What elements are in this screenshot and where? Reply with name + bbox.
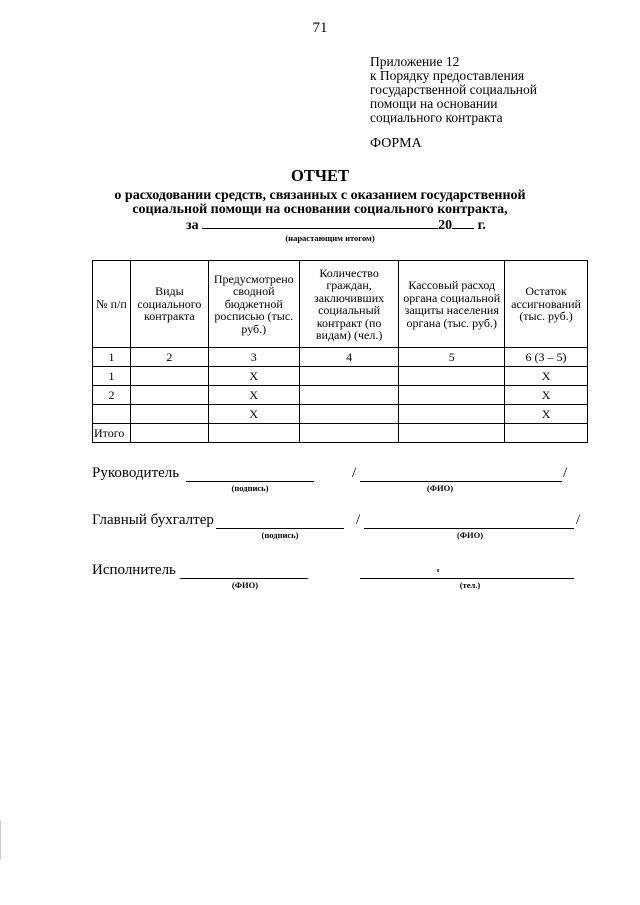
column-number: 4 xyxy=(299,348,399,367)
period-row xyxy=(186,216,486,234)
page-number: 71 xyxy=(312,20,328,36)
scan-artifact xyxy=(437,569,439,572)
table-cell xyxy=(130,424,208,443)
executor-phone-caption: (тел.) xyxy=(459,580,481,590)
subtitle-line: социальной помощи на основании социального контракта, xyxy=(132,202,508,217)
year-blank xyxy=(452,216,474,229)
head-name-line xyxy=(360,481,562,482)
head-name-caption: (ФИО) xyxy=(426,483,454,493)
column-number: 2 xyxy=(130,348,208,367)
period-year-suffix: г. xyxy=(477,218,486,233)
period-note: (нарастающим итогом) xyxy=(285,233,375,243)
accountant-signature-line xyxy=(216,528,344,529)
accountant-signature-caption: (подпись) xyxy=(261,530,299,540)
head-slash-right: / xyxy=(563,465,568,481)
table-cell: 1 xyxy=(93,367,131,386)
head-label: Руководитель xyxy=(92,465,180,481)
executor-name-line xyxy=(180,578,308,579)
table-row xyxy=(93,386,588,405)
table-cell xyxy=(299,424,399,443)
table-cell xyxy=(399,386,505,405)
table-cell xyxy=(93,405,131,424)
appendix-line: помощи на основании xyxy=(370,96,498,111)
subtitle-line: о расходовании средств, связанных с оказанием государственной xyxy=(114,188,526,203)
table-cell xyxy=(299,405,399,424)
table-cell: Х xyxy=(505,405,588,424)
accountant-slash-left: / xyxy=(356,512,361,528)
table-row xyxy=(93,405,588,424)
table-cell xyxy=(130,405,208,424)
table-cell xyxy=(399,424,505,443)
accountant-slash-right: / xyxy=(576,512,581,528)
table-row xyxy=(93,367,588,386)
column-number: 6 (3 – 5) xyxy=(505,348,588,367)
table-cell xyxy=(399,367,505,386)
head-slash-left: / xyxy=(352,465,357,481)
column-number: 5 xyxy=(399,348,505,367)
accountant-label: Главный бухгалтер xyxy=(92,512,214,528)
total-label: Итого xyxy=(93,424,131,443)
report-subtitle xyxy=(60,189,580,217)
executor-phone-line xyxy=(360,578,574,579)
header-cell: № п/п xyxy=(93,261,131,348)
table-cell: 2 xyxy=(93,386,131,405)
table-cell xyxy=(299,367,399,386)
period-blank xyxy=(202,216,438,229)
report-table xyxy=(92,260,588,443)
executor-label: Исполнитель xyxy=(92,562,176,578)
table-cell: Х xyxy=(505,386,588,405)
appendix-line: государственной социальной xyxy=(370,82,537,97)
head-signature-caption: (подпись) xyxy=(231,483,269,493)
column-number: 3 xyxy=(208,348,299,367)
table-cell xyxy=(130,386,208,405)
table-cell xyxy=(505,424,588,443)
total-row xyxy=(93,424,588,443)
header-cell: Предусмотрено сводной бюджетной росписью (тыс. руб.) xyxy=(208,261,299,348)
form-label: ФОРМА xyxy=(370,136,422,151)
appendix-line: Приложение 12 xyxy=(370,54,460,69)
period-year-prefix: 20 xyxy=(438,218,453,233)
appendix-block xyxy=(370,55,537,125)
table-cell xyxy=(299,386,399,405)
table-cell: Х xyxy=(208,405,299,424)
header-row xyxy=(93,261,588,348)
accountant-name-caption: (ФИО) xyxy=(456,530,484,540)
table-cell xyxy=(399,405,505,424)
column-number-row xyxy=(93,348,588,367)
table-cell xyxy=(130,367,208,386)
column-number: 1 xyxy=(93,348,131,367)
header-cell: Виды социального контракта xyxy=(130,261,208,348)
header-cell: Остаток ассигнований (тыс. руб.) xyxy=(505,261,588,348)
header-cell: Количество граждан, заключивших социальный контракт (по видам) (чел.) xyxy=(299,261,399,348)
header-cell: Кассовый расход органа социальной защиты населения органа (тыс. руб.) xyxy=(399,261,505,348)
appendix-line: к Порядку предоставления xyxy=(370,68,525,83)
head-signature-line xyxy=(186,481,314,482)
scan-margin-mark xyxy=(0,820,1,860)
table-cell: Х xyxy=(208,386,299,405)
table-cell xyxy=(208,424,299,443)
appendix-line: социального контракта xyxy=(370,110,503,125)
table-cell: Х xyxy=(505,367,588,386)
report-title: ОТЧЕТ xyxy=(291,166,349,185)
period-prefix: за xyxy=(186,218,199,233)
accountant-name-line xyxy=(364,528,574,529)
executor-name-caption: (ФИО) xyxy=(231,580,259,590)
table-cell: Х xyxy=(208,367,299,386)
